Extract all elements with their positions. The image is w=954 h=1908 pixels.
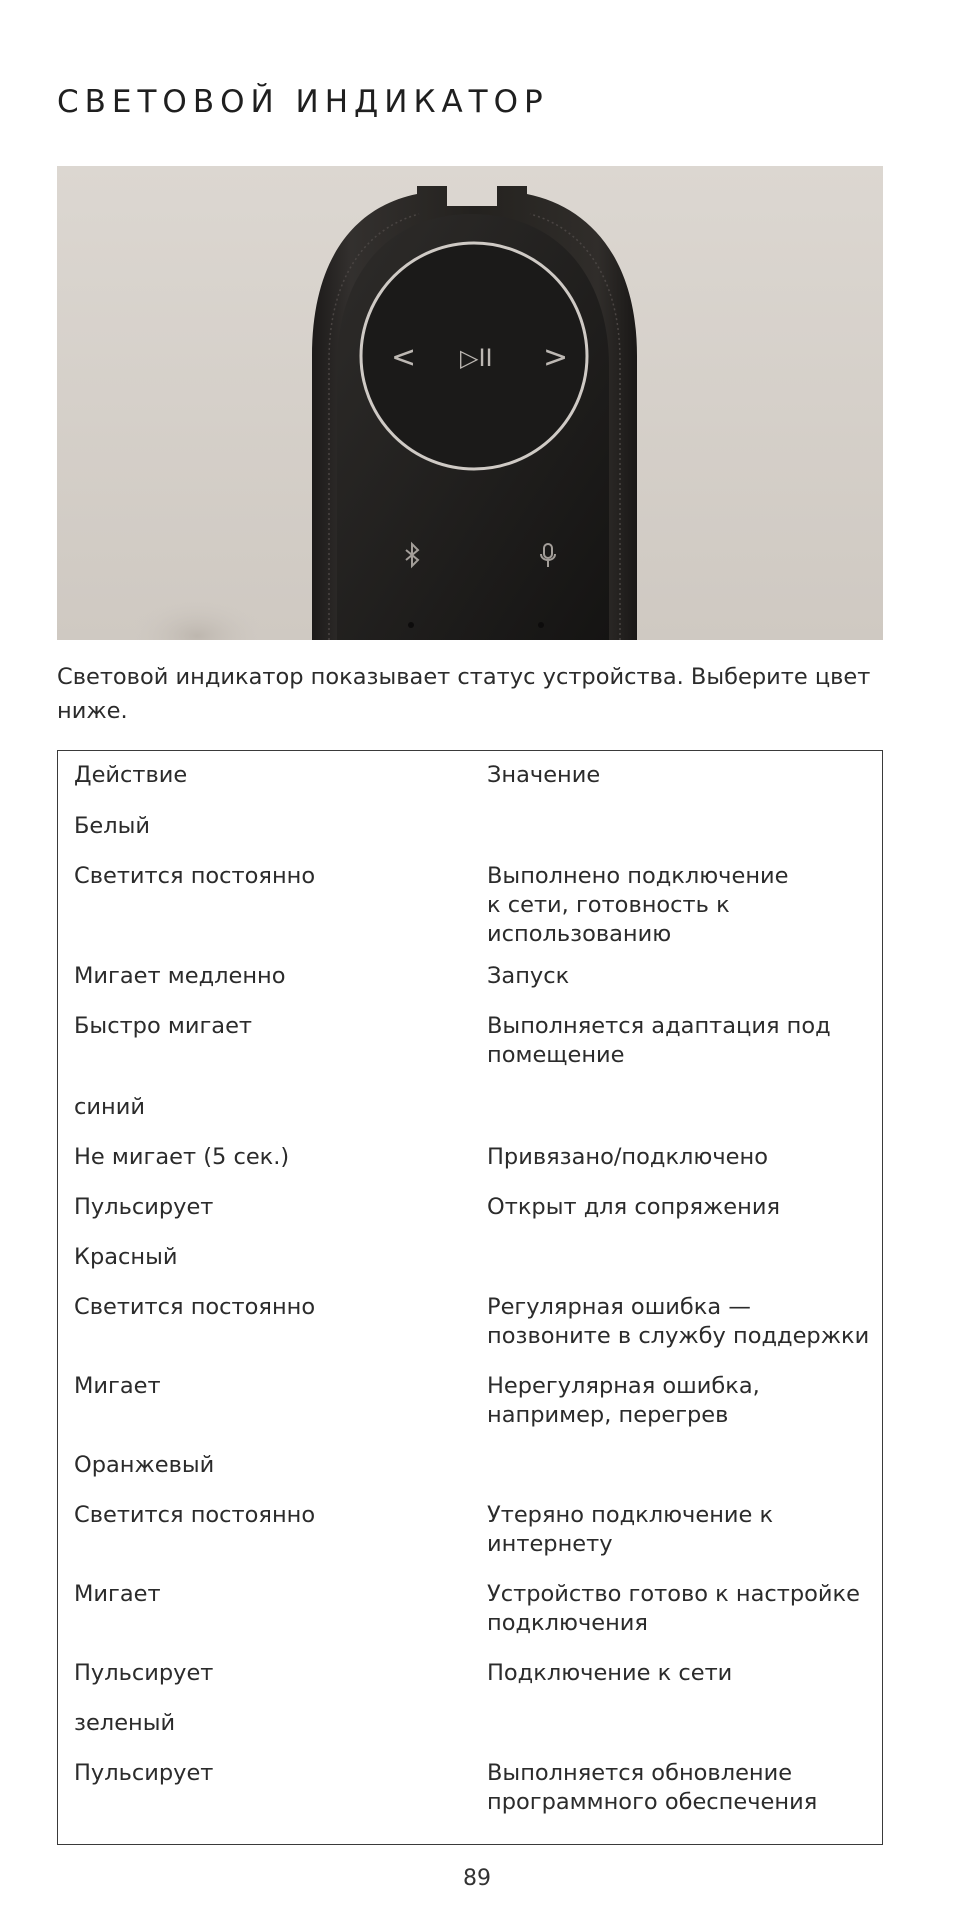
row-meaning: Выполняется адаптация под помещение (487, 1013, 831, 1068)
row-action: зеленый (74, 1710, 176, 1736)
previous-icon: < (391, 340, 417, 375)
device-photo (57, 166, 883, 640)
row-action: Оранжевый (74, 1452, 215, 1478)
row-meaning: Нерегулярная ошибка, например, перегрев (487, 1373, 760, 1428)
row-action: Красный (74, 1244, 178, 1270)
row-action: Пульсирует (74, 1194, 214, 1220)
row-meaning: Запуск (487, 963, 570, 989)
row-action: Мигает (74, 1373, 161, 1399)
row-meaning: Устройство готово к настройке подключения (487, 1581, 860, 1636)
row-action: Светится постоянно (74, 863, 316, 889)
light-indicator-table (57, 750, 883, 1845)
play-pause-icon: ▷II (460, 344, 493, 372)
row-meaning: Утеряно подключение к интернету (487, 1502, 774, 1557)
row-action: Светится постоянно (74, 1294, 316, 1320)
row-action: Пульсирует (74, 1660, 214, 1686)
device-illustration (57, 166, 883, 640)
row-action: Пульсирует (74, 1760, 214, 1786)
next-icon: > (543, 340, 569, 375)
row-action: Светится постоянно (74, 1502, 316, 1528)
row-action: Мигает (74, 1581, 161, 1607)
row-meaning: Привязано/подключено (487, 1144, 768, 1170)
row-action: Быстро мигает (74, 1013, 253, 1039)
intro-text: Световой индикатор показывает статус устройства. Выберите цвет ниже. (57, 664, 871, 724)
page-number: 89 (463, 1866, 491, 1891)
row-action: Белый (74, 813, 151, 839)
row-action: Не мигает (5 сек.) (74, 1144, 290, 1170)
header-meaning: Значение (487, 762, 601, 788)
status-led-left (408, 622, 414, 628)
row-action: синий (74, 1094, 145, 1120)
header-action: Действие (74, 762, 188, 788)
row-meaning: Открыт для сопряжения (487, 1194, 780, 1220)
row-meaning: Выполнено подключение к сети, готовность к использованию (487, 863, 789, 947)
row-meaning: Подключение к сети (487, 1660, 733, 1686)
status-led-right (538, 622, 544, 628)
row-meaning: Выполняется обновление программного обеспечения (487, 1760, 818, 1815)
page-title: СВЕТОВОЙ ИНДИКАТОР (57, 84, 549, 120)
row-meaning: Регулярная ошибка — позвоните в службу поддержки (487, 1294, 870, 1349)
row-action: Мигает медленно (74, 963, 286, 989)
